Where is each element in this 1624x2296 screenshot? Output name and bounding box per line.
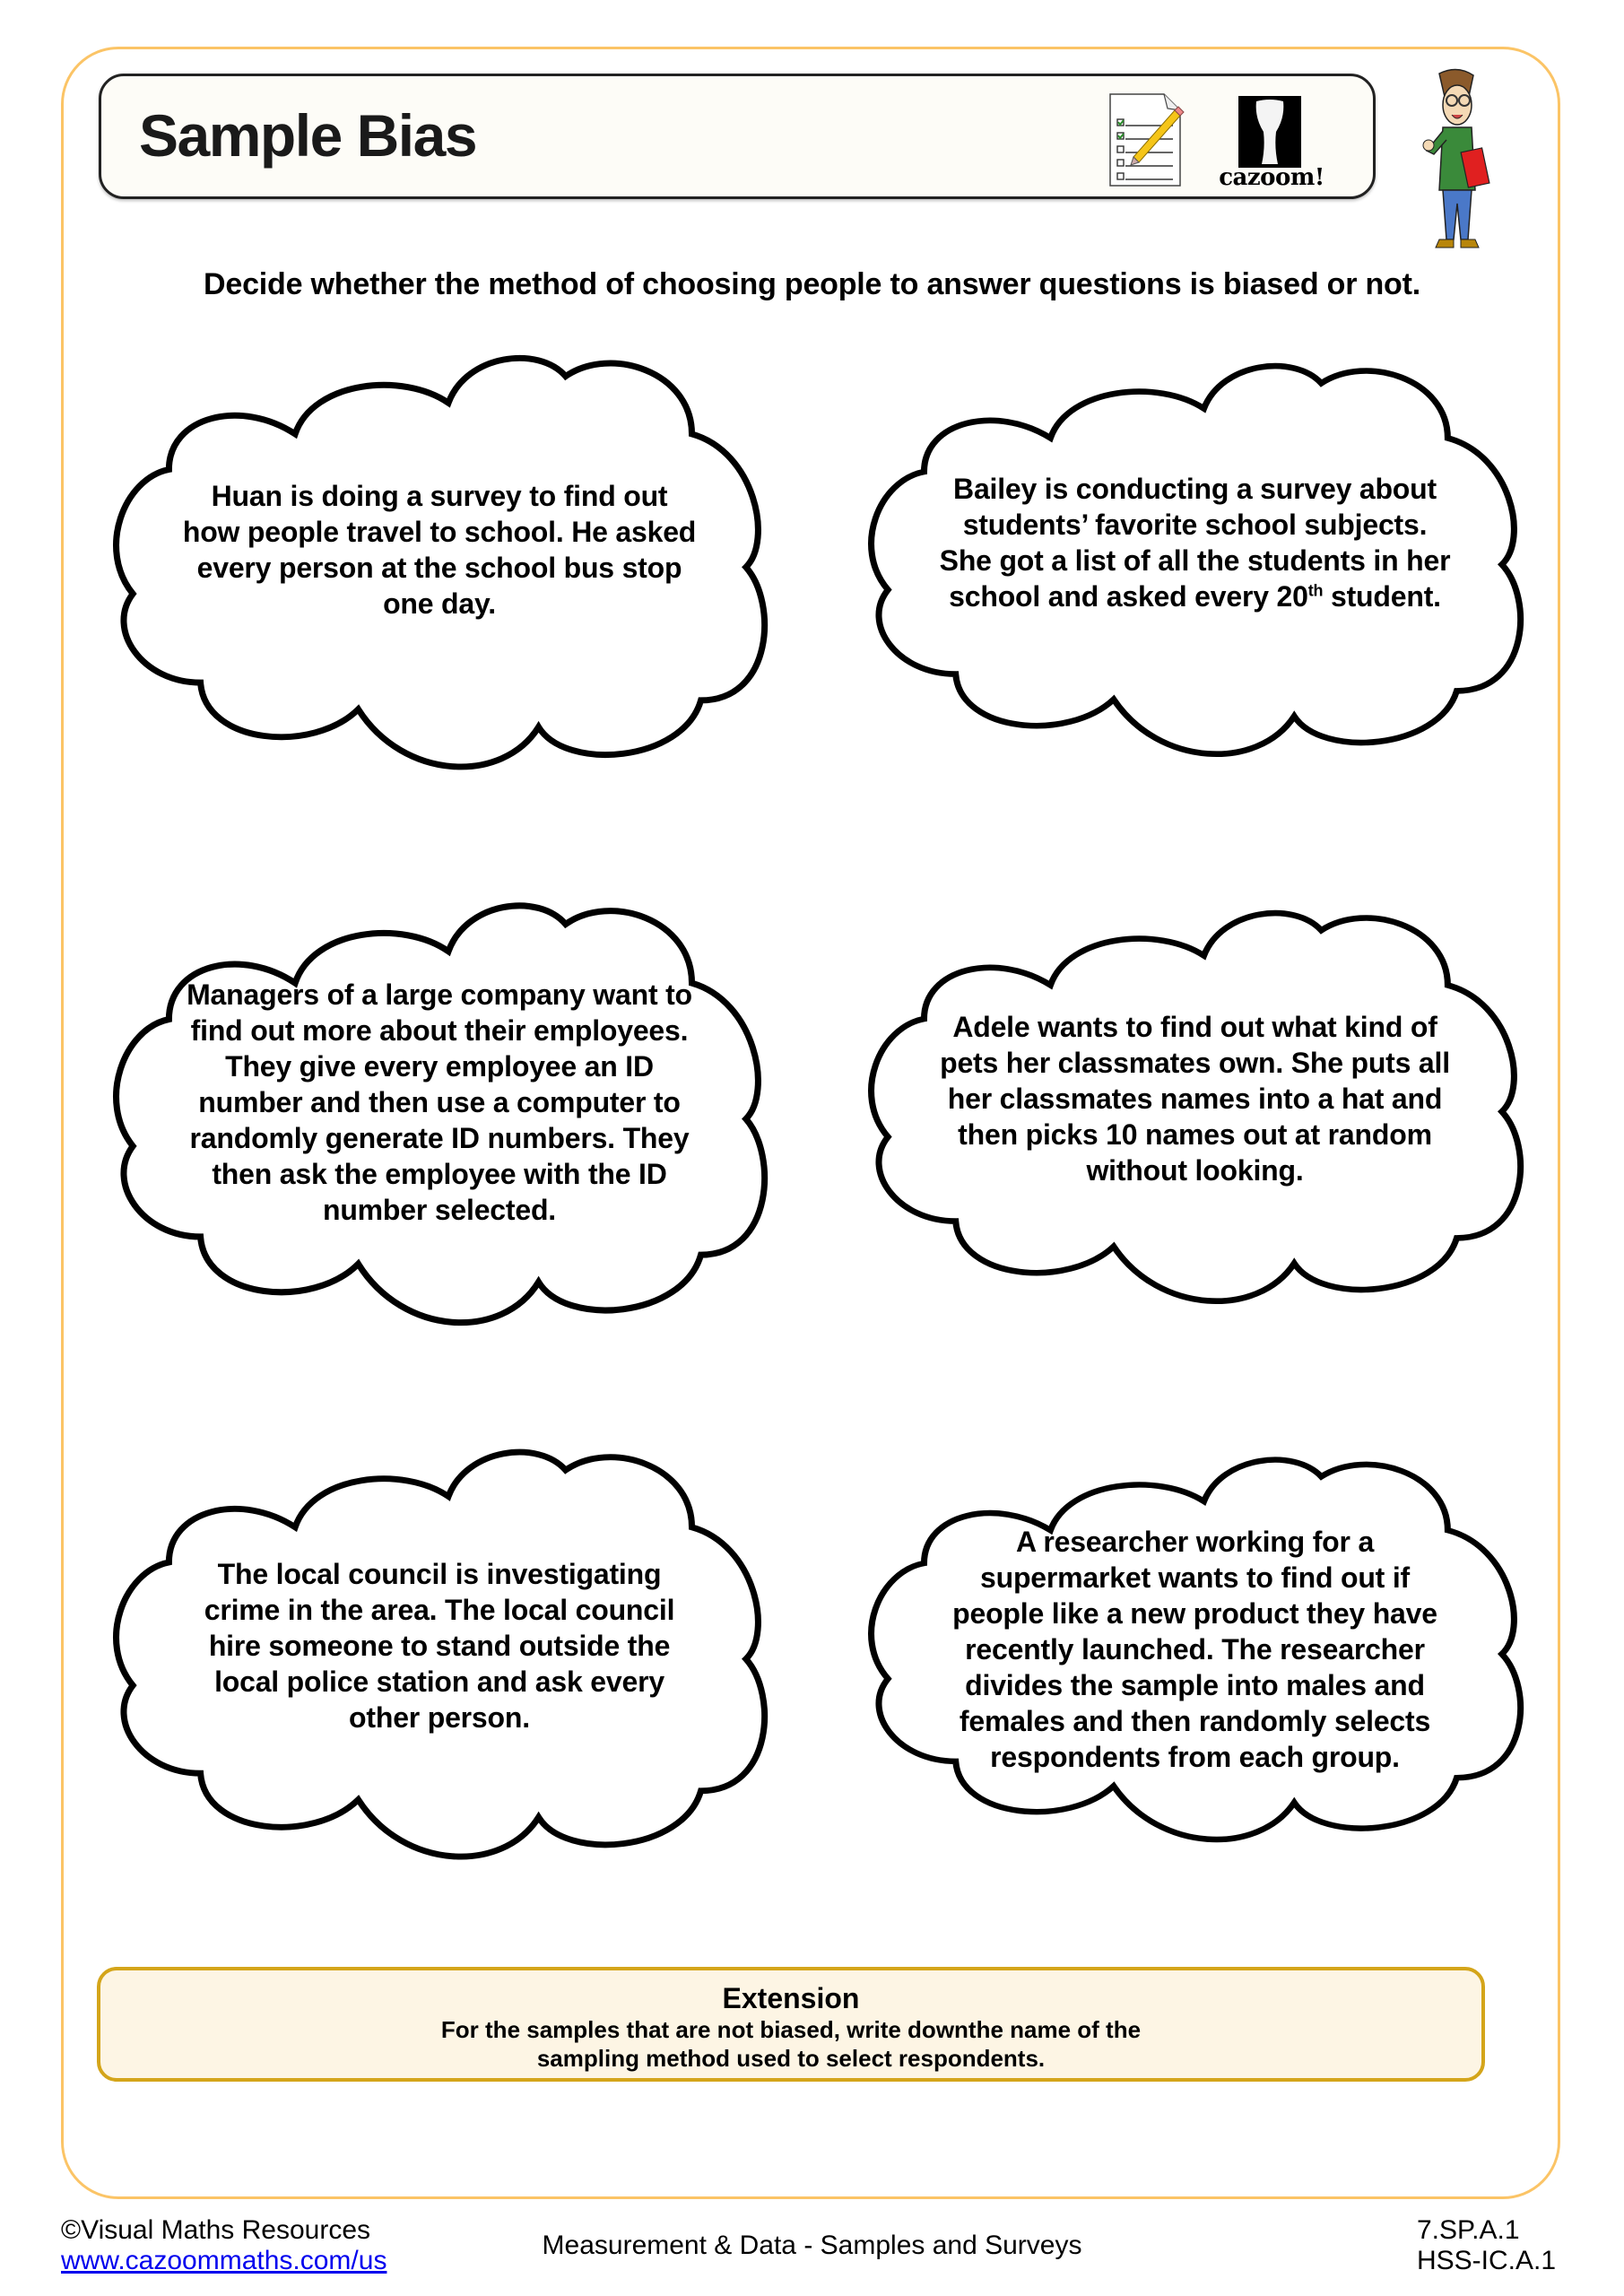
copyright-text: ©Visual Maths Resources xyxy=(61,2215,371,2245)
website-link[interactable]: www.cazoommaths.com/us xyxy=(61,2246,387,2275)
question-cloud-3 xyxy=(106,883,773,1336)
question-text: A researcher working for a supermarket wants to find out if people like a new product they have recently launched. The researcher divides the sample into males and females and then randomly selects respondents from each group. xyxy=(952,1526,1437,1773)
title-banner xyxy=(99,74,1376,199)
question-cloud-2 xyxy=(861,345,1529,767)
teacher-mascot-icon xyxy=(1412,65,1502,253)
question-cloud-5 xyxy=(106,1431,773,1870)
brand-logo xyxy=(1216,92,1333,189)
page-title: Sample Bias xyxy=(139,102,477,169)
instructions: Decide whether the method of choosing people to answer questions is biased or not. xyxy=(204,267,1420,301)
question-text: Adele wants to find out what kind of pets her classmates own. She puts all her classmates names into a hat and then picks 10 names out at random without looking. xyxy=(940,1011,1450,1187)
question-text: Managers of a large company want to find out more about their employees. They give every employee an ID number and then use a computer to randomly generate ID numbers. They then ask the employee with the ID number selected. xyxy=(187,978,692,1226)
question-cloud-6 xyxy=(861,1439,1529,1852)
extension-title: Extension xyxy=(722,1982,860,2014)
question-cloud-1 xyxy=(106,336,773,780)
question-text: The local council is investigating crime in the area. The local council hire someone to stand outside the local police station and ask every other person. xyxy=(204,1558,675,1734)
checklist-icon xyxy=(1108,92,1185,189)
brand-mark-icon xyxy=(1238,96,1301,168)
question-text: Bailey is conducting a survey about students’ favorite school subjects. She got a list of all the students in her school and asked every 20th student. xyxy=(939,473,1451,613)
extension-box xyxy=(97,1967,1485,2082)
question-text: Huan is doing a survey to find out how people travel to school. He asked every person at the school bus stop one day. xyxy=(182,480,697,620)
footer-standards xyxy=(1417,2215,1556,2276)
standard-code-2: HSS-IC.A.1 xyxy=(1417,2246,1557,2275)
brand-name: cazoom! xyxy=(1219,164,1324,191)
question-cloud-4 xyxy=(861,892,1529,1314)
extension-line-2: sampling method used to select respondents. xyxy=(536,2045,1046,2072)
standard-code-1: 7.SP.A.1 xyxy=(1417,2215,1520,2245)
extension-line-1: For the samples that are not biased, write downthe name of the xyxy=(440,2016,1142,2043)
footer-topic: Measurement & Data - Samples and Surveys xyxy=(542,2231,1082,2260)
